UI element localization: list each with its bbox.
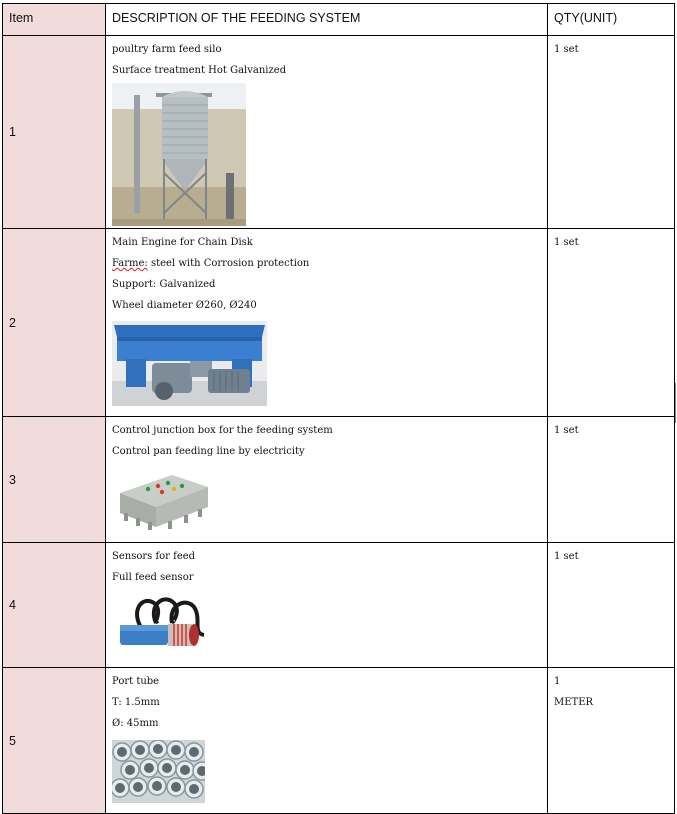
qty-cell	[548, 543, 675, 668]
sensor-photo	[112, 591, 212, 659]
page-edge-marker	[675, 383, 676, 423]
qty-cell	[548, 668, 675, 814]
description-line: Control junction box for the feeding system	[112, 425, 333, 436]
qty-value: 1 set	[554, 425, 579, 436]
header-qty: QTY(UNIT)	[548, 4, 675, 36]
description-line: Sensors for feed	[112, 551, 196, 562]
description-cell	[106, 668, 548, 814]
qty-cell	[548, 417, 675, 543]
description-cell	[106, 417, 548, 543]
spellcheck-word: Farme:	[112, 258, 148, 269]
description-cell	[106, 36, 548, 229]
description-line: Support: Galvanized	[112, 279, 216, 290]
description-line	[112, 253, 541, 274]
header-row	[3, 4, 675, 36]
description-line: Main Engine for Chain Disk	[112, 237, 253, 248]
item-number: 3	[3, 417, 106, 543]
description-line: Full feed sensor	[112, 572, 194, 583]
description-cell	[106, 229, 548, 417]
header-item: Item	[3, 4, 106, 36]
tube-photo	[112, 740, 205, 803]
item-number: 4	[3, 543, 106, 668]
engine-photo	[112, 321, 267, 406]
item-number: 5	[3, 668, 106, 814]
table-row	[3, 417, 675, 543]
table-row	[3, 229, 675, 417]
qty-unit: METER	[554, 697, 594, 708]
description-line: Wheel diameter Ø260, Ø240	[112, 300, 257, 311]
qty-value: 1	[554, 676, 561, 687]
qty-cell	[548, 36, 675, 229]
junction-box-photo	[112, 465, 212, 535]
header-description: DESCRIPTION OF THE FEEDING SYSTEM	[106, 4, 548, 36]
description-line: Ø: 45mm	[112, 718, 159, 729]
description-line: T: 1.5mm	[112, 697, 160, 708]
description-line: Surface treatment Hot Galvanized	[112, 65, 287, 76]
qty-value: 1 set	[554, 44, 579, 55]
item-number: 2	[3, 229, 106, 417]
description-cell	[106, 543, 548, 668]
description-line: Control pan feeding line by electricity	[112, 446, 305, 457]
qty-cell	[548, 229, 675, 417]
description-line: Port tube	[112, 676, 160, 687]
qty-value: 1 set	[554, 237, 579, 248]
table-row	[3, 668, 675, 814]
qty-value: 1 set	[554, 551, 579, 562]
item-number: 1	[3, 36, 106, 229]
description-line: poultry farm feed silo	[112, 44, 222, 55]
description-line-text: steel with Corrosion protection	[150, 258, 310, 269]
silo-photo	[112, 83, 246, 226]
table-row	[3, 36, 675, 229]
feeding-system-table	[2, 3, 675, 814]
table-row	[3, 543, 675, 668]
